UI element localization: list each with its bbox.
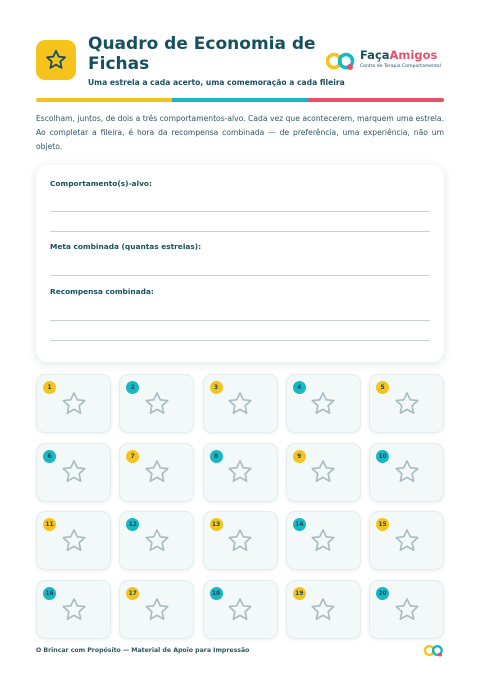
token-number: 1 (43, 381, 56, 394)
token-tile[interactable] (119, 580, 194, 639)
token-number: 11 (43, 518, 56, 531)
star-outline-icon (393, 390, 421, 418)
token-tile[interactable] (119, 443, 194, 502)
star-outline-icon (60, 527, 88, 555)
star-outline-icon (393, 458, 421, 486)
write-line[interactable] (50, 211, 430, 212)
star-outline-icon (226, 390, 254, 418)
token-tile[interactable] (286, 374, 361, 433)
token-number: 20 (376, 587, 389, 600)
field-label-goal: Meta combinada (quantas estrelas): (50, 242, 202, 251)
footer-text: O Brincar com Propósito — Material de Apoio para Impressão (36, 647, 250, 654)
star-outline-icon (393, 527, 421, 555)
token-tile[interactable] (36, 374, 111, 433)
page-title: Quadro de Economia de Fichas (88, 34, 316, 74)
star-outline-icon (226, 527, 254, 555)
token-tile[interactable] (203, 443, 278, 502)
star-outline-icon (60, 390, 88, 418)
star-icon (44, 48, 68, 72)
token-tile[interactable] (36, 443, 111, 502)
star-outline-icon (309, 527, 337, 555)
token-tile[interactable] (369, 580, 444, 639)
token-tile[interactable] (119, 511, 194, 570)
field-label-behaviors: Comportamento(s)-alvo: (50, 179, 152, 188)
star-outline-icon (309, 458, 337, 486)
header (36, 34, 444, 94)
token-number: 18 (210, 587, 223, 600)
token-tile[interactable] (203, 374, 278, 433)
token-number: 17 (126, 587, 139, 600)
token-tile[interactable] (203, 580, 278, 639)
brand-name-part1: Faça (360, 48, 390, 62)
token-number: 13 (210, 518, 223, 531)
star-outline-icon (393, 596, 421, 624)
field-label-reward: Recompensa combinada: (50, 287, 154, 296)
star-outline-icon (309, 390, 337, 418)
token-number: 8 (210, 450, 223, 463)
token-grid (36, 374, 444, 634)
star-outline-icon (143, 458, 171, 486)
star-outline-icon (143, 596, 171, 624)
star-outline-icon (60, 458, 88, 486)
token-number: 19 (293, 587, 306, 600)
token-number: 10 (376, 450, 389, 463)
token-number: 7 (126, 450, 139, 463)
token-number: 14 (293, 518, 306, 531)
token-tile[interactable] (286, 580, 361, 639)
token-tile[interactable] (369, 443, 444, 502)
token-number: 4 (293, 381, 306, 394)
token-number: 16 (43, 587, 56, 600)
brand-logo-icon (326, 50, 356, 72)
star-outline-icon (226, 458, 254, 486)
write-line[interactable] (50, 231, 430, 232)
token-number: 5 (376, 381, 389, 394)
token-tile[interactable] (36, 580, 111, 639)
star-outline-icon (143, 390, 171, 418)
token-tile[interactable] (286, 443, 361, 502)
token-number: 3 (210, 381, 223, 394)
token-number: 15 (376, 518, 389, 531)
brand-logo-icon (424, 643, 444, 658)
token-tile[interactable] (286, 511, 361, 570)
token-number: 9 (293, 450, 306, 463)
page-subtitle: Uma estrela a cada acerto, uma comemoração a cada fileira (88, 78, 345, 87)
token-tile[interactable] (369, 374, 444, 433)
goal-form-card (36, 165, 444, 362)
star-outline-icon (309, 596, 337, 624)
token-tile[interactable] (369, 511, 444, 570)
token-tile[interactable] (36, 511, 111, 570)
title-badge (36, 40, 76, 80)
token-tile[interactable] (119, 374, 194, 433)
star-outline-icon (143, 527, 171, 555)
star-outline-icon (60, 596, 88, 624)
intro-text: Escolham, juntos, de dois a três comportamentos-alvo. Cada vez que acontecerem, marquem uma estrela. Ao completar a fileira, é hora da recompensa combinada — de preferência, uma experiência, não um objeto. (36, 114, 444, 151)
brand-tagline: Centro de Terapia Comportamental (360, 64, 441, 69)
brand-name (360, 48, 437, 62)
token-number: 6 (43, 450, 56, 463)
token-tile[interactable] (203, 511, 278, 570)
write-line[interactable] (50, 275, 430, 276)
write-line[interactable] (50, 320, 430, 321)
brand-logo (326, 48, 444, 74)
token-number: 12 (126, 518, 139, 531)
token-number: 2 (126, 381, 139, 394)
star-outline-icon (226, 596, 254, 624)
brand-name-part2: Amigos (389, 48, 438, 62)
color-divider (36, 98, 444, 102)
write-line[interactable] (50, 340, 430, 341)
